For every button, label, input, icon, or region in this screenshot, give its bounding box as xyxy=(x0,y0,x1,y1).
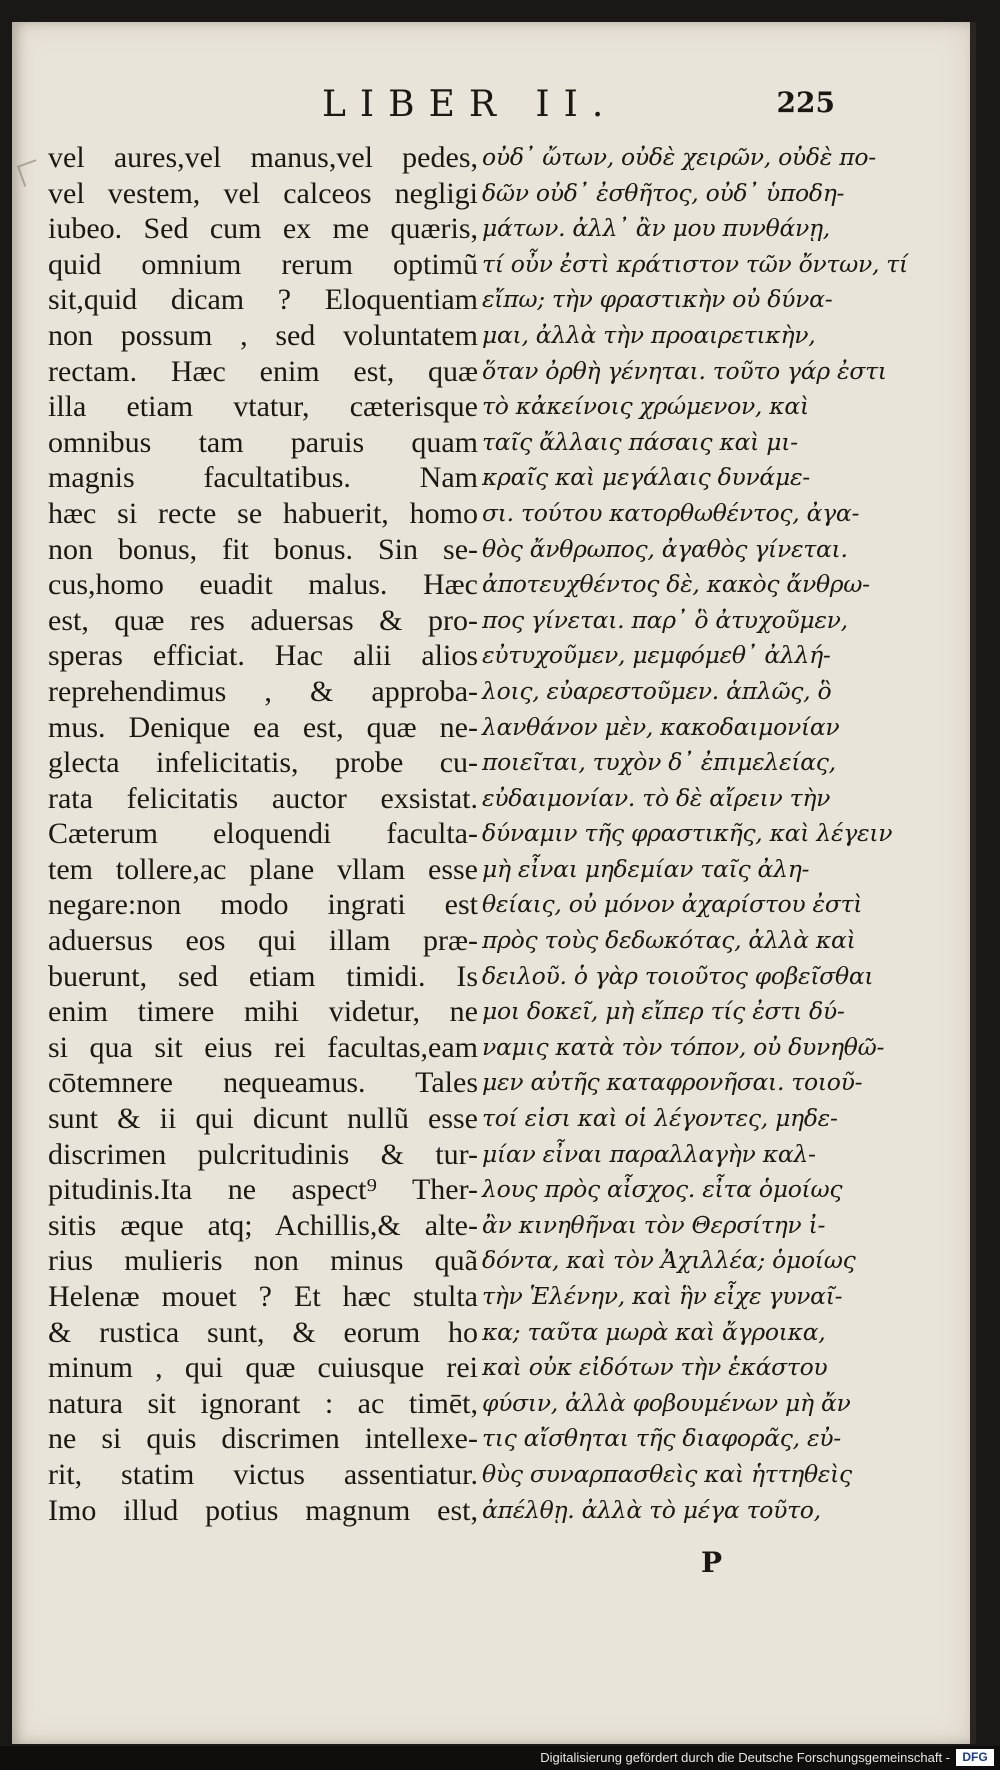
greek-text-line: κραῖς καὶ μεγάλαις δυνάμε- xyxy=(482,463,810,492)
footer-credit-text: Digitalisierung gefördert durch die Deutsche Forschungsgemeinschaft - xyxy=(540,1750,950,1765)
greek-text-line: εὐτυχοῦμεν, μεμφόμεθ᾽ ἀλλή- xyxy=(482,641,831,670)
latin-text-line: aduersus eos qui illam præ- xyxy=(48,924,478,958)
greek-text-line: εἴπω; τὴν φραστικὴν οὐ δύνα- xyxy=(482,285,833,314)
greek-text-line: ὅταν ὀρθὴ γένηται. τοῦτο γάρ ἐστι xyxy=(482,356,887,385)
greek-text-line: μίαν εἶναι παραλλαγὴν καλ- xyxy=(482,1139,816,1168)
latin-text-line: iubeo. Sed cum ex me quæris, xyxy=(48,212,478,246)
latin-text-line: mus. Denique ea est, quæ ne- xyxy=(48,710,478,744)
latin-text-line: non bonus, fit bonus. Sin se- xyxy=(48,532,478,566)
greek-text-line: τὸ κἀκείνοις χρώμενον, καὶ xyxy=(482,392,809,421)
greek-text-line: μάτων. ἀλλ᾽ ἂν μου πυνθάνῃ, xyxy=(482,214,830,243)
latin-text-line: minum , qui quæ cuiusque rei xyxy=(48,1351,478,1385)
latin-text-line: sitis æque atq; Achillis,& alte- xyxy=(48,1208,478,1242)
latin-text-line: omnibus tam paruis quam xyxy=(48,425,478,459)
running-head-title: LIBER II. xyxy=(322,84,618,125)
greek-text-line: μὴ εἶναι μηδεμίαν ταῖς ἀλη- xyxy=(482,854,810,883)
latin-text-line: Cæterum eloquendi faculta- xyxy=(48,817,478,851)
greek-text-line: ἀποτευχθέντος δὲ, κακὸς ἄνθρω- xyxy=(482,570,870,599)
greek-text-line: φύσιν, ἀλλὰ φοβουμένων μὴ ἄν xyxy=(482,1388,851,1417)
greek-text-line: δόντα, καὶ τὸν Ἀχιλλέα; ὁμοίως xyxy=(482,1246,856,1275)
latin-text-line: rius mulieris non minus quã xyxy=(48,1244,478,1278)
latin-text-column xyxy=(48,140,478,1528)
latin-text-line: Imo illud potius magnum est, xyxy=(48,1493,478,1527)
latin-text-line: vel aures,vel manus,vel pedes, xyxy=(48,141,478,174)
greek-text-line: εὐδαιμονίαν. τὸ δὲ αἴρειν τὴν xyxy=(482,783,831,812)
greek-text-line: ταῖς ἄλλαις πάσαις καὶ μι- xyxy=(482,427,798,456)
latin-text-line: enim timere mihi videtur, ne xyxy=(48,995,478,1029)
greek-text-line: πρὸς τοὺς δεδωκότας, ἀλλὰ καὶ xyxy=(482,926,856,955)
latin-text-line: cus,homo euadit malus. Hæc xyxy=(48,568,478,602)
greek-text-line: τοί εἰσι καὶ οἱ λέγοντες, μηδε- xyxy=(482,1104,838,1133)
latin-text-line: sunt & ii qui dicunt nullũ esse xyxy=(48,1102,478,1136)
greek-text-line: μοι δοκεῖ, μὴ εἴπερ τίς ἐστι δύ- xyxy=(482,997,845,1026)
greek-text-line: πος γίνεται. παρ᾽ ὃ ἀτυχοῦμεν, xyxy=(482,605,848,634)
latin-text-line: reprehendimus , & approba- xyxy=(48,674,478,708)
book-page xyxy=(12,22,976,1744)
latin-text-line: sit,quid dicam ? Eloquentiam xyxy=(48,283,478,317)
greek-text-line: τί οὖν ἐστὶ κράτιστον τῶν ὄντων, τί xyxy=(482,249,908,278)
digitization-footer xyxy=(0,1746,1000,1770)
latin-text-line: rata felicitatis auctor exsistat. xyxy=(48,781,478,815)
latin-text-line: hæc si recte se habuerit, homo xyxy=(48,496,478,530)
greek-text-line: θείαις, οὐ μόνον ἀχαρίστου ἐστὶ xyxy=(482,890,863,919)
latin-text-line: magnis facultatibus. Nam xyxy=(48,461,478,495)
latin-text-line: ne si quis discrimen intellexe- xyxy=(48,1422,478,1456)
greek-text-line: λοις, εὐαρεστοῦμεν. ἁπλῶς, ὃ xyxy=(482,676,832,705)
latin-text-line: negare:non modo ingrati est xyxy=(48,888,478,922)
greek-text-line: τὴν Ἑλένην, καὶ ἣν εἶχε γυναῖ- xyxy=(482,1282,843,1310)
greek-text-line: μεν αὐτῆς καταφρονῆσαι. τοιοῦ- xyxy=(482,1068,863,1097)
margin-bracket-mark xyxy=(17,159,43,187)
greek-text-line: ναμις κατὰ τὸν τόπον, οὐ δυνηθῶ- xyxy=(482,1032,885,1061)
greek-text-line: θὺς συναρπασθεὶς καὶ ἡττηθεὶς xyxy=(482,1459,852,1488)
latin-text-line: glecta infelicitatis, probe cu- xyxy=(48,746,478,780)
running-head xyxy=(12,84,970,144)
latin-text-line: quid omnium rerum optimũ xyxy=(48,247,478,281)
latin-text-line: est, quæ res aduersas & pro- xyxy=(48,603,478,637)
latin-text-line: Helenæ mouet ? Et hæc stulta xyxy=(48,1280,478,1313)
latin-text-line: pitudinis.Ita ne aspect⁹ Ther- xyxy=(48,1173,478,1207)
greek-text-line: ἂν κινηθῆναι τὸν Θερσίτην ἰ- xyxy=(482,1210,826,1239)
greek-text-line: μαι, ἀλλὰ τὴν προαιρετικὴν, xyxy=(482,320,816,349)
greek-text-line: τις αἴσθηται τῆς διαφορᾶς, εὐ- xyxy=(482,1424,841,1453)
greek-text-line: σι. τούτου κατορθωθέντος, ἀγα- xyxy=(482,498,860,527)
greek-text-line: καὶ οὐκ εἰδότων τὴν ἑκάστου xyxy=(482,1353,828,1382)
latin-text-line: discrimen pulcritudinis & tur- xyxy=(48,1137,478,1171)
greek-text-line: δύναμιν τῆς φραστικῆς, καὶ λέγειν xyxy=(482,819,893,848)
greek-text-line: δῶν οὐδ᾽ ἐσθῆτος, οὐδ᾽ ὑποδη- xyxy=(482,178,845,207)
latin-text-line: rit, statim victus assentiatur. xyxy=(48,1457,478,1491)
greek-text-line: ἀπέλθῃ. ἀλλὰ τὸ μέγα τοῦτο, xyxy=(482,1495,821,1524)
latin-text-line: natura sit ignorant : ac timēt, xyxy=(48,1386,478,1420)
latin-text-line: tem tollere,ac plane vllam esse xyxy=(48,852,478,886)
latin-text-line: vel vestem, vel calceos negligi xyxy=(48,176,478,210)
greek-text-line: ποιεῖται, τυχὸν δ᾽ ἐπιμελείας, xyxy=(482,748,836,777)
latin-text-line: si qua sit eius rei facultas,eam xyxy=(48,1030,478,1064)
dfg-logo: DFG xyxy=(956,1749,994,1766)
latin-text-line: cōtemnere nequeamus. Tales xyxy=(48,1066,478,1100)
greek-text-column xyxy=(482,140,908,1528)
latin-text-line: buerunt, sed etiam timidi. Is xyxy=(48,959,478,993)
greek-text-line: οὐδ᾽ ὤτων, οὐδὲ χειρῶν, οὐδὲ πο- xyxy=(482,143,876,171)
greek-text-line: κα; ταῦτα μωρὰ καὶ ἄγροικα, xyxy=(482,1317,826,1346)
latin-text-line: speras efficiat. Hac alii alios xyxy=(48,639,478,673)
signature-mark: P xyxy=(701,1546,723,1579)
latin-text-line: illa etiam vtatur, cæterisque xyxy=(48,390,478,424)
page-number: 225 xyxy=(776,86,835,119)
latin-text-line: & rustica sunt, & eorum ho xyxy=(48,1315,478,1349)
greek-text-line: λους πρὸς αἶσχος. εἶτα ὁμοίως xyxy=(482,1175,843,1204)
greek-text-line: δειλοῦ. ὁ γὰρ τοιοῦτος φοβεῖσθαι xyxy=(482,961,874,990)
greek-text-line: λανθάνον μὲν, κακοδαιμονίαν xyxy=(482,712,840,741)
latin-text-line: non possum , sed voluntatem xyxy=(48,318,478,352)
greek-text-line: θὸς ἄνθρωπος, ἀγαθὸς γίνεται. xyxy=(482,534,848,563)
latin-text-line: rectam. Hæc enim est, quæ xyxy=(48,354,478,388)
